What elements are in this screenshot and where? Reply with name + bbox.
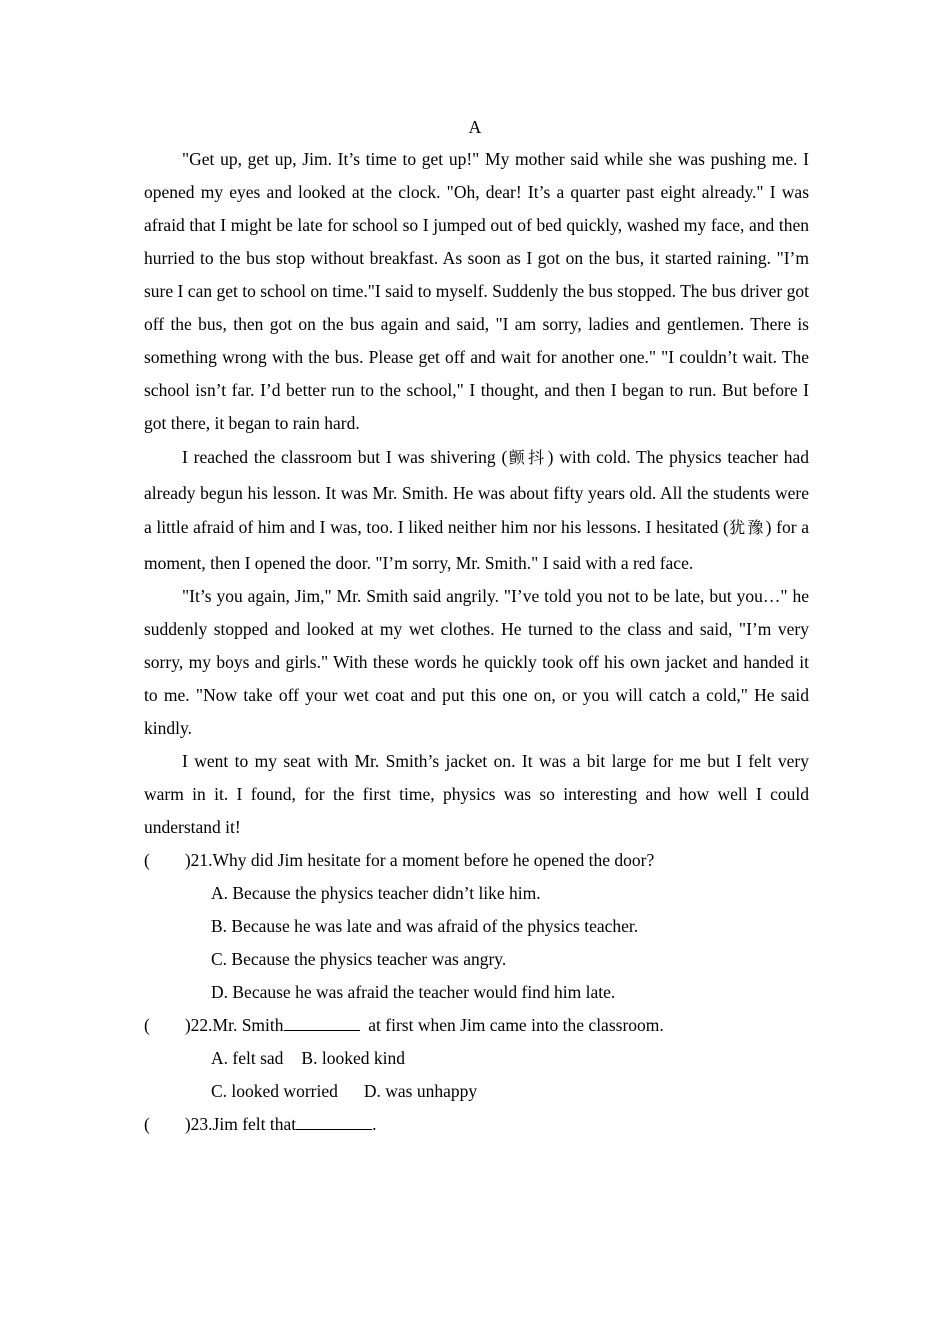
q21-option-c: C. Because the physics teacher was angry. [211, 949, 507, 969]
gloss-shivering: 颤抖 [507, 448, 548, 467]
paragraph-3: "It’s you again, Jim," Mr. Smith said angrily. "I’ve told you not to be late, but you…" he suddenly stopped and looked at my wet clothes. He turned to the class and said, "I’m very sorry, my boys and girls." With these words he quickly took off his own jacket and handed it to me. "Now take off your wet coat and put this one on, or you will catch a cold," He said kindly. [144, 586, 809, 738]
answer-blank-22[interactable] [284, 1013, 360, 1031]
question-22-stem-a: 22.Mr. Smith [190, 1015, 284, 1035]
passage-body [144, 143, 809, 1141]
answer-paren-21[interactable]: ( ) [144, 850, 191, 870]
answer-paren-22[interactable]: ( ) [144, 1015, 191, 1035]
q22-options-row-2 [211, 1075, 809, 1108]
q21-option-b: B. Because he was late and was afraid of the physics teacher. [211, 916, 639, 936]
answer-paren-23[interactable]: ( ) [144, 1114, 191, 1134]
answer-blank-23[interactable] [296, 1112, 372, 1130]
paragraph-1: "Get up, get up, Jim. It’s time to get up!" My mother said while she was pushing me. I opened my eyes and looked at the clock. "Oh, dear! It’s a quarter past eight already." I was afraid that I might be late for school so I jumped out of bed quickly, washed my face, and then hurried to the bus stop without breakfast. As soon as I got on the bus, it started raining. "I’m sure I can get to school on time."I said to myself. Suddenly the bus stopped. The bus driver got off the bus, then got on the bus again and said, "I am sorry, ladies and gentlemen. There is something wrong with the bus. Please get off and wait for another one." "I couldn’t wait. The school isn’t far. I’d better run to the school," I thought, and then I began to run. But before I got there, it began to rain hard. [144, 149, 809, 433]
q22-option-a: A. felt sad [211, 1048, 284, 1068]
q21-option-a: A. Because the physics teacher didn’t like him. [211, 883, 541, 903]
q22-option-b: B. looked kind [301, 1048, 405, 1068]
q22-option-d: D. was unhappy [363, 1081, 478, 1101]
paragraph-2 [144, 440, 809, 580]
question-22 [144, 1009, 809, 1042]
question-21 [144, 844, 809, 877]
paragraph-4: I went to my seat with Mr. Smith’s jacket on. It was a bit large for me but I felt very warm in it. I found, for the first time, physics was so interesting and how well I could understand it! [144, 751, 809, 837]
question-23-stem-a: 23.Jim felt that [190, 1114, 297, 1134]
gloss-hesitated: 犹豫 [728, 518, 766, 537]
paragraph-2-part-a: I reached the classroom but I was shivering ( [182, 447, 508, 467]
question-23-stem-b: . [372, 1114, 377, 1134]
question-23 [144, 1108, 809, 1141]
paragraph-2-part-c: ) with cold. The physics teacher had already begun his lesson. It was Mr. Smith. He was about fifty years old. All the students were a little afraid of him and I was, too. I liked neither him nor his lessons. I hesitated ( [144, 447, 809, 537]
q21-option-d: D. Because he was afraid the teacher would find him late. [211, 982, 616, 1002]
question-22-stem-b: at first when Jim came into the classroom. [359, 1015, 664, 1035]
q22-option-c: C. looked worried [211, 1081, 338, 1101]
question-21-stem: 21.Why did Jim hesitate for a moment before he opened the door? [190, 850, 655, 870]
section-title: A [468, 117, 482, 137]
paragraph-2-part-e: ) for a moment, then I opened the door. "I’m sorry, Mr. Smith." I said with a red face. [144, 517, 809, 573]
q22-options-row-1 [211, 1042, 809, 1075]
